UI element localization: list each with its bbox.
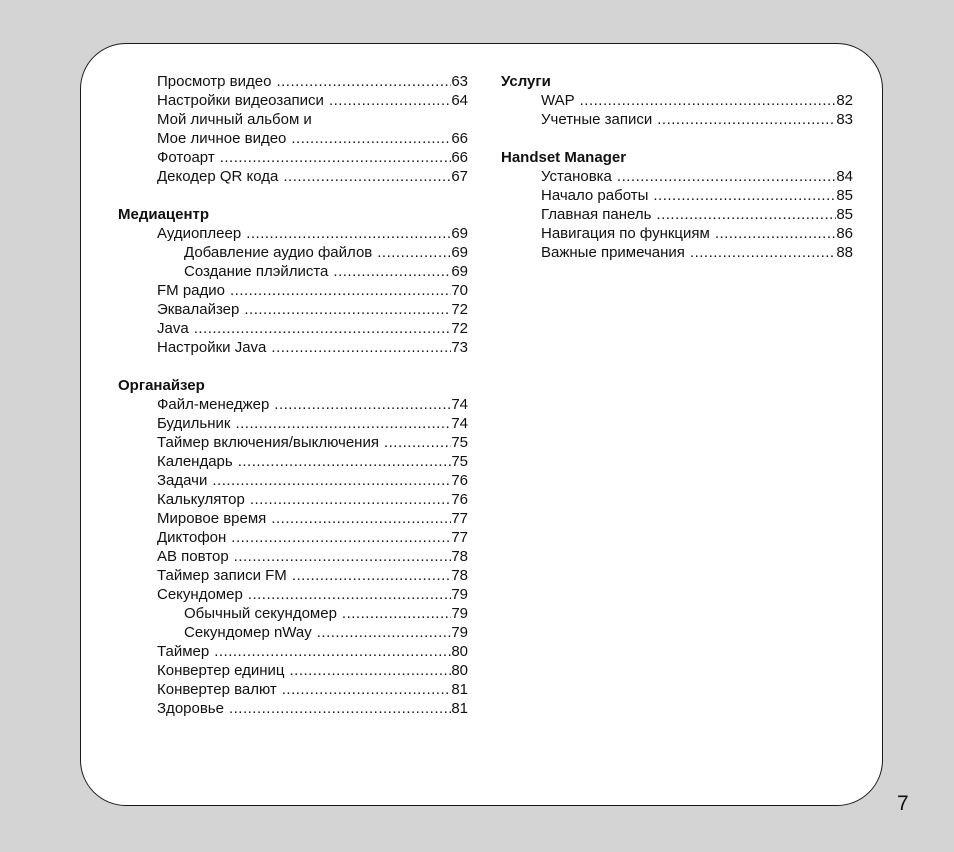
toc-left-column bbox=[118, 72, 468, 718]
toc-entry-page: 88 bbox=[836, 244, 853, 261]
toc-dot-leader bbox=[230, 528, 451, 547]
toc-entry-page: 74 bbox=[451, 415, 468, 432]
toc-dot-leader bbox=[655, 205, 836, 224]
toc-dot-leader bbox=[288, 661, 451, 680]
toc-organizer-list bbox=[118, 395, 468, 718]
toc-entry-title: АВ повтор bbox=[157, 548, 229, 565]
toc-entry-title: Важные примечания bbox=[541, 244, 685, 261]
toc-entry bbox=[118, 623, 468, 642]
toc-entry-title: Просмотр видео bbox=[157, 73, 272, 90]
toc-entry-title: Задачи bbox=[157, 472, 208, 489]
section-title-services: Услуги bbox=[501, 73, 551, 90]
toc-dot-leader bbox=[228, 699, 451, 718]
toc-entry bbox=[118, 281, 468, 300]
toc-dot-leader bbox=[316, 623, 452, 642]
toc-entry-title: Календарь bbox=[157, 453, 233, 470]
toc-entry-page: 72 bbox=[451, 301, 468, 318]
toc-entry bbox=[118, 395, 468, 414]
toc-entry bbox=[501, 110, 853, 129]
toc-dot-leader bbox=[341, 604, 451, 623]
toc-entry-page: 73 bbox=[451, 339, 468, 356]
toc-entry bbox=[118, 604, 468, 623]
toc-entry bbox=[118, 661, 468, 680]
toc-entry-title: Обычный секундомер bbox=[184, 605, 337, 622]
toc-entry-page: 75 bbox=[451, 434, 468, 451]
toc-entry bbox=[118, 110, 468, 129]
toc-entry bbox=[118, 433, 468, 452]
toc-entry bbox=[501, 167, 853, 186]
toc-entry bbox=[118, 680, 468, 699]
toc-dot-leader bbox=[270, 338, 451, 357]
toc-entry-title: Мой личный альбом и bbox=[157, 111, 312, 128]
toc-entry-title: Файл-менеджер bbox=[157, 396, 270, 413]
toc-entry-title: Эквалайзер bbox=[157, 301, 240, 318]
toc-entry-page: 66 bbox=[451, 130, 468, 147]
toc-entry-title: WAP bbox=[541, 92, 575, 109]
toc-entry bbox=[118, 528, 468, 547]
toc-entry-title: Конвертер единиц bbox=[157, 662, 285, 679]
toc-entry-page: 78 bbox=[451, 548, 468, 565]
toc-entry bbox=[501, 186, 853, 205]
toc-entry bbox=[118, 699, 468, 718]
toc-entry-page: 69 bbox=[451, 225, 468, 242]
toc-entry-page: 81 bbox=[451, 681, 468, 698]
toc-intro-list bbox=[118, 72, 468, 186]
toc-entry-page: 85 bbox=[836, 187, 853, 204]
toc-entry-page: 66 bbox=[451, 149, 468, 166]
toc-entry-title: Здоровье bbox=[157, 700, 224, 717]
toc-mediacenter-list bbox=[118, 224, 468, 357]
toc-entry-title: Создание плэйлиста bbox=[184, 263, 329, 280]
toc-entry-page: 69 bbox=[451, 244, 468, 261]
toc-entry bbox=[118, 490, 468, 509]
toc-entry-title: Java bbox=[157, 320, 189, 337]
toc-dot-leader bbox=[213, 642, 451, 661]
toc-entry-page: 70 bbox=[451, 282, 468, 299]
toc-entry-page: 69 bbox=[451, 263, 468, 280]
toc-dot-leader bbox=[689, 243, 836, 262]
toc-entry-title: Секундомер bbox=[157, 586, 243, 603]
toc-entry bbox=[501, 224, 853, 243]
toc-entry bbox=[118, 338, 468, 357]
toc-entry-page: 82 bbox=[836, 92, 853, 109]
toc-entry-page: 79 bbox=[451, 605, 468, 622]
toc-entry-title: Учетные записи bbox=[541, 111, 653, 128]
toc-entry-page: 74 bbox=[451, 396, 468, 413]
toc-entry-page: 84 bbox=[836, 168, 853, 185]
toc-entry bbox=[118, 471, 468, 490]
toc-dot-leader bbox=[281, 680, 452, 699]
toc-entry bbox=[118, 319, 468, 338]
toc-entry-title: Конвертер валют bbox=[157, 681, 277, 698]
toc-dot-leader bbox=[233, 547, 452, 566]
toc-entry-page: 72 bbox=[451, 320, 468, 337]
toc-dot-leader bbox=[376, 243, 451, 262]
toc-entry bbox=[118, 300, 468, 319]
toc-entry-page: 64 bbox=[451, 92, 468, 109]
toc-entry-page: 63 bbox=[451, 73, 468, 90]
toc-dot-leader bbox=[219, 148, 452, 167]
toc-entry-page: 76 bbox=[451, 491, 468, 508]
toc-dot-leader bbox=[616, 167, 836, 186]
toc-entry-page: 77 bbox=[451, 529, 468, 546]
toc-entry bbox=[118, 91, 468, 110]
toc-entry-title: FM радио bbox=[157, 282, 225, 299]
toc-entry-page: 83 bbox=[836, 111, 853, 128]
toc-dot-leader bbox=[229, 281, 451, 300]
toc-right-column bbox=[501, 72, 853, 262]
toc-entry bbox=[118, 509, 468, 528]
toc-dot-leader bbox=[273, 395, 451, 414]
toc-entry-title: Диктофон bbox=[157, 529, 227, 546]
toc-dot-leader bbox=[656, 110, 836, 129]
toc-entry-page: 85 bbox=[836, 206, 853, 223]
toc-entry bbox=[118, 566, 468, 585]
toc-entry-page: 78 bbox=[451, 567, 468, 584]
toc-entry-page: 80 bbox=[451, 662, 468, 679]
toc-dot-leader bbox=[249, 490, 452, 509]
toc-entry-title: Будильник bbox=[157, 415, 231, 432]
toc-entry-page: 75 bbox=[451, 453, 468, 470]
toc-entry-title: Таймер включения/выключения bbox=[157, 434, 379, 451]
toc-entry bbox=[118, 72, 468, 91]
toc-dot-leader bbox=[234, 414, 451, 433]
toc-dot-leader bbox=[282, 167, 451, 186]
toc-entry-title: Мировое время bbox=[157, 510, 267, 527]
toc-entry-title: Декодер QR кода bbox=[157, 168, 279, 185]
section-title-handset-manager: Handset Manager bbox=[501, 149, 627, 166]
toc-entry bbox=[118, 585, 468, 604]
toc-entry-title: Калькулятор bbox=[157, 491, 245, 508]
toc-entry bbox=[118, 129, 468, 148]
toc-dot-leader bbox=[193, 319, 452, 338]
toc-entry-title: Секундомер nWay bbox=[184, 624, 312, 641]
toc-services-list bbox=[501, 91, 853, 129]
toc-entry bbox=[118, 547, 468, 566]
toc-entry-page: 80 bbox=[451, 643, 468, 660]
toc-entry-title: Главная панель bbox=[541, 206, 652, 223]
toc-entry-title: Настройки видеозаписи bbox=[157, 92, 324, 109]
toc-entry bbox=[118, 414, 468, 433]
toc-dot-leader bbox=[211, 471, 451, 490]
toc-entry bbox=[118, 642, 468, 661]
toc-dot-leader bbox=[247, 585, 452, 604]
toc-entry bbox=[118, 224, 468, 243]
toc-entry-page: 81 bbox=[451, 700, 468, 717]
toc-entry-title: Установка bbox=[541, 168, 612, 185]
toc-entry-title: Навигация по функциям bbox=[541, 225, 710, 242]
toc-dot-leader bbox=[383, 433, 451, 452]
toc-entry-page: 76 bbox=[451, 472, 468, 489]
toc-dot-leader bbox=[332, 262, 451, 281]
toc-entry-title: Начало работы bbox=[541, 187, 649, 204]
toc-entry-title: Мое личное видео bbox=[157, 130, 287, 147]
toc-entry-title: Фотоарт bbox=[157, 149, 215, 166]
toc-dot-leader bbox=[270, 509, 451, 528]
toc-dot-leader bbox=[291, 566, 452, 585]
toc-entry-title: Таймер записи FM bbox=[157, 567, 287, 584]
toc-entry bbox=[118, 243, 468, 262]
toc-entry-title: Настройки Java bbox=[157, 339, 267, 356]
toc-dot-leader bbox=[290, 129, 451, 148]
toc-entry-page: 79 bbox=[451, 586, 468, 603]
toc-entry-title: Аудиоплеер bbox=[157, 225, 242, 242]
toc-entry bbox=[118, 452, 468, 471]
toc-entry bbox=[501, 243, 853, 262]
section-title-organizer: Органайзер bbox=[118, 377, 205, 394]
toc-dot-leader bbox=[579, 91, 837, 110]
toc-entry bbox=[118, 148, 468, 167]
toc-dot-leader bbox=[714, 224, 836, 243]
toc-dot-leader bbox=[237, 452, 452, 471]
toc-entry-page: 79 bbox=[451, 624, 468, 641]
toc-entry-title: Добавление аудио файлов bbox=[184, 244, 373, 261]
toc-entry-title: Таймер bbox=[157, 643, 210, 660]
toc-dot-leader bbox=[328, 91, 451, 110]
toc-entry bbox=[118, 262, 468, 281]
toc-entry bbox=[118, 167, 468, 186]
toc-handset-list bbox=[501, 167, 853, 262]
toc-dot-leader bbox=[245, 224, 451, 243]
toc-dot-leader bbox=[652, 186, 836, 205]
page-number: 7 bbox=[897, 792, 909, 815]
toc-entry-page: 77 bbox=[451, 510, 468, 527]
section-title-mediacenter: Медиацентр bbox=[118, 206, 210, 223]
toc-dot-leader bbox=[243, 300, 451, 319]
toc-dot-leader bbox=[275, 72, 451, 91]
toc-entry bbox=[501, 205, 853, 224]
toc-entry bbox=[501, 91, 853, 110]
toc-entry-page: 67 bbox=[451, 168, 468, 185]
toc-entry-page: 86 bbox=[836, 225, 853, 242]
